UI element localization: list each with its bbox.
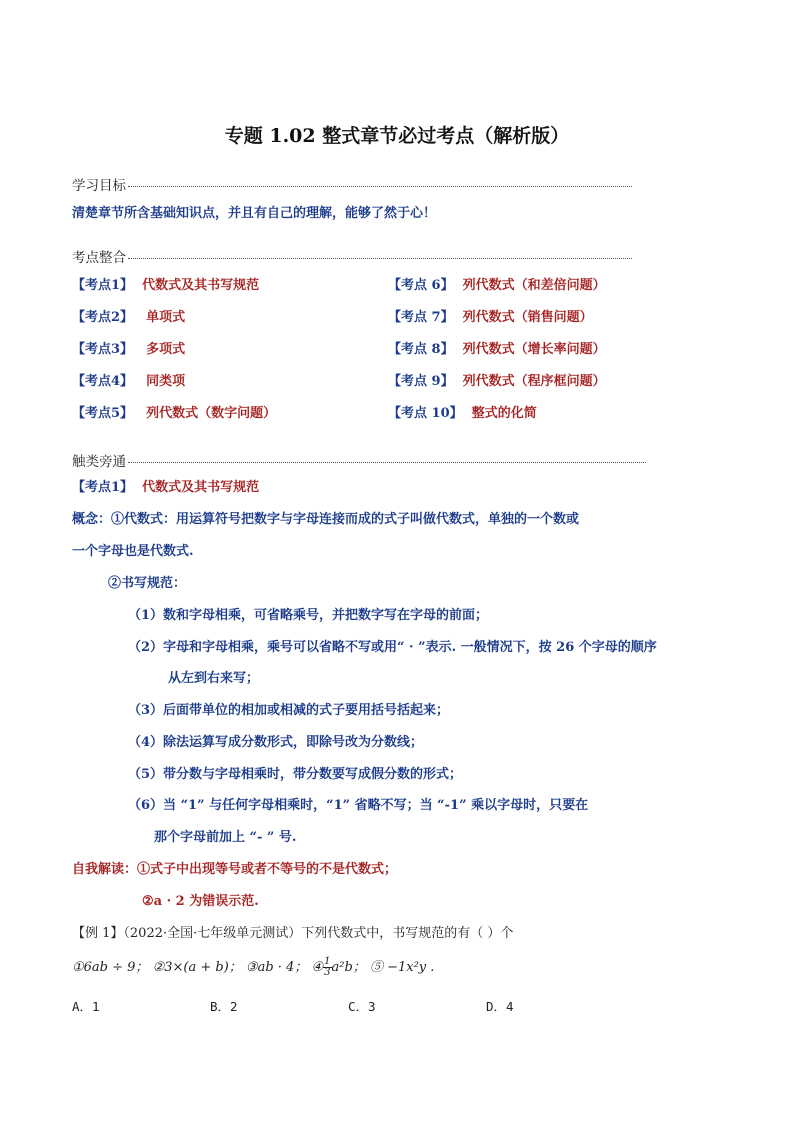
point-item-5 — [72, 402, 276, 421]
point-label: 多项式 — [146, 342, 186, 357]
option-c[interactable]: C．3 — [348, 999, 376, 1014]
rule-item-6: （6）当 “1” 与任何字母相乘时，“1” 省略不写；当 “-1” 乘以字母时，只要在 — [128, 798, 589, 813]
rule-item-3: （3）后面带单位的相加或相减的式子要用括号括起来； — [128, 703, 450, 718]
point-label: 单项式 — [146, 310, 186, 325]
point-tag: 【考点2】 — [72, 310, 134, 325]
rule-item-2: （2）字母和字母相乘，乘号可以省略不写或用“ · ”表示. 一般情况下，按 26 个字母的顺序 — [128, 640, 657, 655]
point-tag: 【考点 9】 — [388, 374, 454, 389]
page-title: 专题 1.02 整式章节必过考点（解析版） — [224, 125, 570, 147]
example-item-2: ②3×(a + b)； — [152, 960, 242, 975]
analogy-divider — [128, 462, 646, 463]
point-item-4 — [72, 370, 185, 389]
rule-item-5: （5）带分数与字母相乘时，带分数要写成假分数的形式； — [128, 767, 463, 782]
point-tag: 【考点 7】 — [388, 310, 454, 325]
point-tag: 【考点5】 — [72, 406, 134, 421]
point-tag: 【考点3】 — [72, 342, 134, 357]
analogy-point — [72, 476, 259, 495]
point-item-7 — [388, 306, 593, 325]
point-item-8 — [388, 338, 606, 357]
rule-item-6-continued: 那个字母前加上 “- ” 号. — [154, 830, 297, 845]
point-tag: 【考点4】 — [72, 374, 134, 389]
option-d[interactable]: D．4 — [486, 999, 514, 1014]
analogy-heading: 触类旁通 — [72, 454, 126, 470]
rule-item-2-continued: 从左到右来写； — [168, 671, 260, 686]
self-read-label: 自我解读： — [72, 862, 138, 877]
point-tag: 【考点 8】 — [388, 342, 454, 357]
goal-text: 清楚章节所含基础知识点，并且有自己的理解，能够了然于心！ — [72, 206, 437, 221]
point-item-1 — [72, 274, 259, 293]
point-tag: 【考点 6】 — [388, 278, 454, 293]
points-heading: 考点整合 — [72, 250, 126, 266]
point-label: 列代数式（销售问题） — [462, 310, 593, 325]
example-items — [72, 956, 434, 978]
point-label: 代数式及其书写规范 — [142, 480, 260, 495]
self-read-text: ①式子中出现等号或者不等号的不是代数式； — [137, 862, 398, 877]
point-label: 列代数式（数字问题） — [146, 406, 277, 421]
example-question: 【例 1】（2022·全国·七年级单元测试）下列代数式中，书写规范的有（ ）个 — [72, 926, 514, 941]
rules-heading: ②书写规范： — [108, 576, 187, 591]
concept-line-2: 一个字母也是代数式. — [72, 544, 194, 559]
example-item-3: ③ab · 4； — [245, 960, 308, 975]
point-item-10 — [388, 402, 537, 421]
points-divider — [128, 258, 632, 259]
point-label: 同类项 — [146, 374, 186, 389]
point-tag: 【考点1】 — [72, 480, 134, 495]
example-item-5: ⑤ −1x²y . — [369, 960, 435, 975]
point-item-2 — [72, 306, 185, 325]
point-tag: 【考点1】 — [72, 278, 134, 293]
self-read-1 — [72, 858, 397, 877]
goal-heading: 学习目标 — [72, 178, 126, 194]
fraction: $\frac{1}{3}$ — [324, 956, 331, 978]
example-item-4: ④ $\frac{1}{3}$ a²b； — [311, 956, 366, 978]
point-item-9 — [388, 370, 606, 389]
point-tag: 【考点 10】 — [388, 406, 463, 421]
example-item-1: ①6ab ÷ 9； — [72, 960, 149, 975]
point-label: 列代数式（增长率问题） — [462, 342, 606, 357]
point-label: 列代数式（和差倍问题） — [462, 278, 606, 293]
option-a[interactable]: A．1 — [72, 999, 100, 1014]
rule-item-4: （4）除法运算写成分数形式，即除号改为分数线； — [128, 735, 424, 750]
concept-line-1: 概念：①代数式：用运算符号把数字与字母连接而成的式子叫做代数式，单独的一个数或 — [72, 512, 580, 527]
self-read-2: ②a · 2 为错误示范. — [142, 894, 259, 909]
goal-divider — [128, 186, 632, 187]
point-label: 整式的化简 — [471, 406, 537, 421]
point-item-3 — [72, 338, 185, 357]
point-label: 列代数式（程序框问题） — [462, 374, 606, 389]
point-item-6 — [388, 274, 606, 293]
option-b[interactable]: B．2 — [210, 999, 238, 1014]
rule-item-1: （1）数和字母相乘，可省略乘号，并把数字写在字母的前面； — [128, 608, 489, 623]
point-label: 代数式及其书写规范 — [142, 278, 260, 293]
